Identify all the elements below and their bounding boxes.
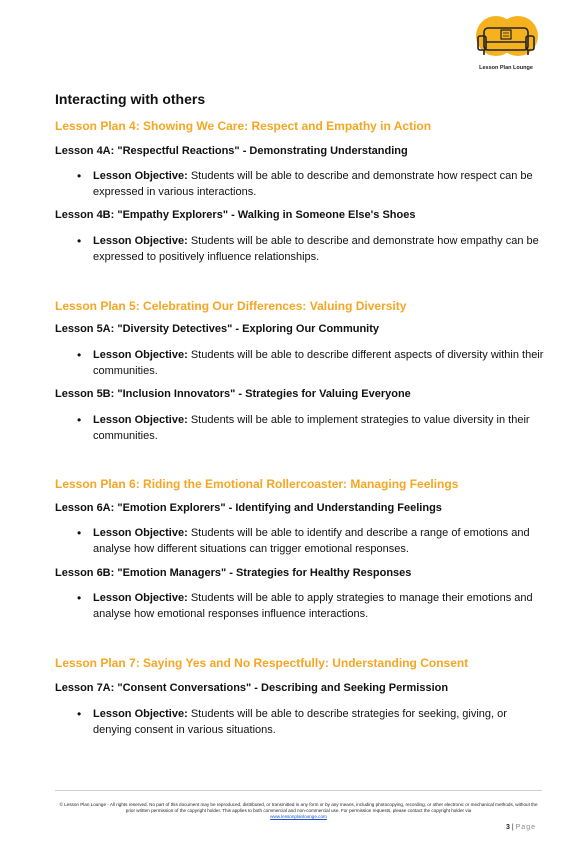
lesson-objective-item	[55, 412, 545, 444]
bullet-icon: •	[77, 526, 82, 540]
footer-copyright	[55, 802, 542, 821]
page-number: 3 | Page	[506, 824, 536, 831]
brand-logo	[470, 14, 542, 74]
objective-label: Lesson Objective:	[93, 414, 188, 426]
website-link[interactable]: www.lessonplanlounge.com	[270, 814, 327, 820]
page-heading: Interacting with others	[55, 91, 206, 107]
bullet-icon: •	[77, 413, 82, 427]
bullet-icon: •	[77, 348, 82, 362]
lesson-title: Lesson 5A: "Diversity Detectives" - Exploring Our Community	[55, 323, 380, 335]
objective-text: Students will be able to implement strategies to value diversity in their communities.	[93, 414, 530, 442]
objective-label: Lesson Objective:	[93, 708, 188, 720]
lesson-objective-item	[55, 706, 545, 738]
lesson-title: Lesson 4A: "Respectful Reactions" - Demonstrating Understanding	[55, 145, 408, 157]
bullet-icon: •	[77, 169, 82, 183]
objective-label: Lesson Objective:	[93, 235, 188, 247]
plan-title: Lesson Plan 5: Celebrating Our Differences: Valuing Diversity	[55, 299, 407, 313]
bullet-icon: •	[77, 234, 82, 248]
lesson-objective-item	[55, 233, 545, 265]
objective-text: Students will be able to describe different aspects of diversity within their communities.	[93, 349, 544, 377]
objective-label: Lesson Objective:	[93, 592, 188, 604]
copyright-text: © Lesson Plan Lounge - All rights reserved. No part of this document may be reproduced, distributed, or transmitted in any form or by any means, including photocopying, recording, or other electronic or mechanical methods, without the prior written permission of the copyright holder. This applies to both commercial and non-commercial use. For permission requests, please contact the copyright holder via	[59, 802, 538, 814]
objective-text: Students will be able to describe strategies for seeking, giving, or denying consent in various situations.	[93, 708, 507, 736]
objective-text: Students will be able to describe and demonstrate how respect can be expressed in various interactions.	[93, 170, 533, 198]
objective-label: Lesson Objective:	[93, 349, 188, 361]
objective-text: Students will be able to describe and demonstrate how empathy can be expressed to positively influence relationships.	[93, 235, 539, 263]
objective-text: Students will be able to apply strategies to manage their emotions and analyse how emotional responses influence interactions.	[93, 592, 533, 620]
couch-icon	[470, 14, 542, 66]
lesson-title: Lesson 4B: "Empathy Explorers" - Walking in Someone Else's Shoes	[55, 209, 416, 221]
lesson-objective-item	[55, 347, 545, 379]
brand-name: Lesson Plan Lounge	[479, 65, 533, 71]
lesson-title: Lesson 5B: "Inclusion Innovators" - Strategies for Valuing Everyone	[55, 388, 411, 400]
lesson-title: Lesson 6A: "Emotion Explorers" - Identifying and Understanding Feelings	[55, 502, 442, 514]
objective-text: Students will be able to identify and describe a range of emotions and analyse how different situations can trigger emotional responses.	[93, 527, 530, 555]
lesson-title: Lesson 7A: "Consent Conversations" - Describing and Seeking Permission	[55, 682, 449, 694]
bullet-icon: •	[77, 707, 82, 721]
lesson-objective-item	[55, 525, 545, 557]
plan-title: Lesson Plan 7: Saying Yes and No Respectfully: Understanding Consent	[55, 656, 469, 670]
page-label: Page	[515, 824, 536, 831]
objective-label: Lesson Objective:	[93, 170, 188, 182]
footer-divider	[55, 790, 542, 791]
plan-title: Lesson Plan 6: Riding the Emotional Rollercoaster: Managing Feelings	[55, 477, 459, 491]
bullet-icon: •	[77, 591, 82, 605]
lesson-objective-item	[55, 590, 545, 622]
lesson-title: Lesson 6B: "Emotion Managers" - Strategies for Healthy Responses	[55, 567, 412, 579]
page-number-value: 3	[506, 824, 510, 831]
plan-title: Lesson Plan 4: Showing We Care: Respect and Empathy in Action	[55, 119, 432, 133]
objective-label: Lesson Objective:	[93, 527, 188, 539]
lesson-objective-item	[55, 168, 545, 200]
